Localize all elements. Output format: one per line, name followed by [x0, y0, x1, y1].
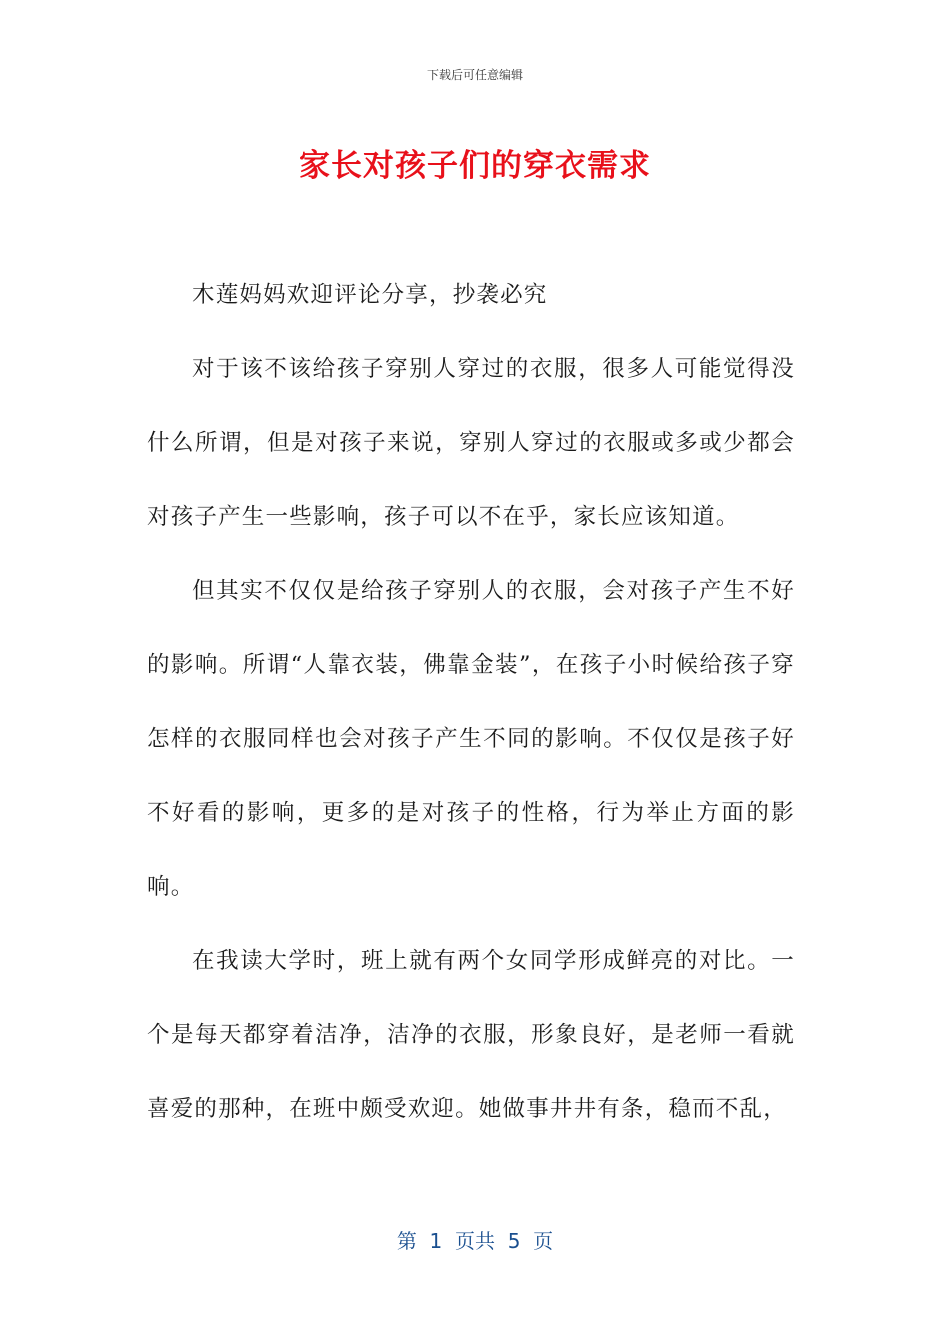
- header-note: 下载后可任意编辑: [426, 68, 523, 82]
- paragraph-2: 对于该不该给孩子穿别人穿过的衣服，很多人可能觉得没什么所谓，但是对孩子来说，穿别人穿过的衣服或多或少都会对孩子产生一些影响，孩子可以不在乎，家长应该知道。: [147, 356, 795, 530]
- paragraph-4: 在我读大学时，班上就有两个女同学形成鲜亮的对比。一个是每天都穿着洁净，洁净的衣服，形象良好，是老师一看就喜爱的那种，在班中颇受欢迎。她做事井井有条，稳而不乱，: [147, 948, 795, 1122]
- paragraph-3: 但其实不仅仅是给孩子穿别人的衣服，会对孩子产生不好的影响。所谓“人靠衣装，佛靠金装”，在孩子小时候给孩子穿怎样的衣服同样也会对孩子产生不同的影响。不仅仅是孩子好不好看的影响，更多的是对孩子的性格，行为举止方面的影响。: [147, 578, 795, 900]
- document-title: 家长对孩子们的穿衣需求: [299, 148, 651, 184]
- document-body: [147, 258, 795, 1146]
- paragraph-1: 木莲妈妈欢迎评论分享，抄袭必究: [192, 282, 548, 308]
- page-number-footer: 第 1 页共 5 页: [396, 1229, 554, 1253]
